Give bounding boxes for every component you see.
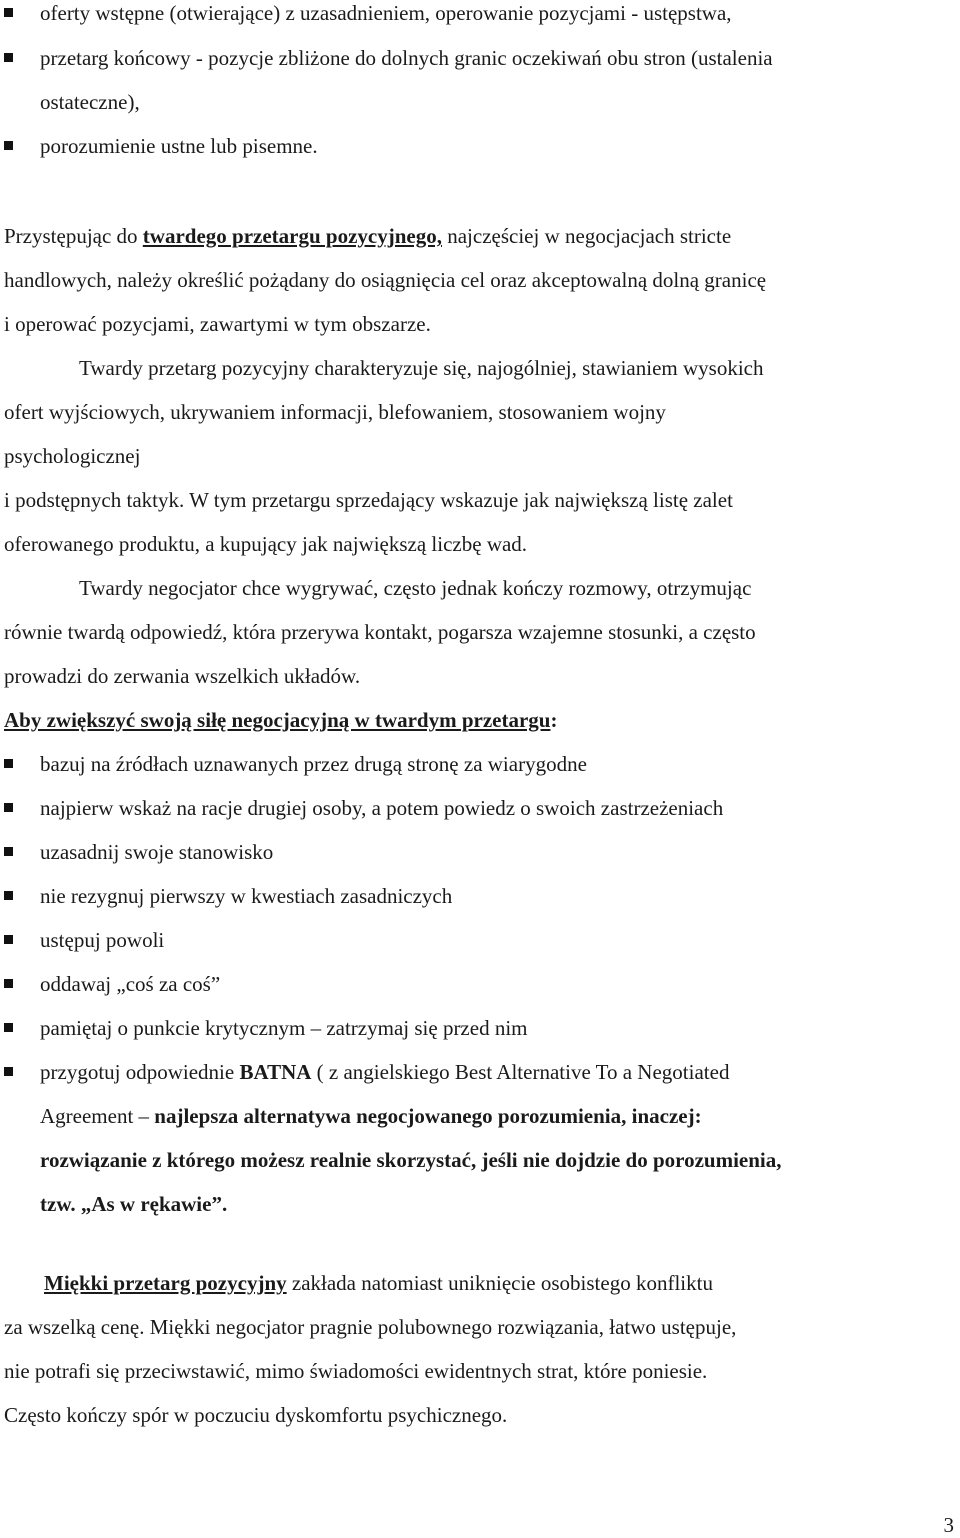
- paragraph-line: i podstępnych taktyk. W tym przetargu sprzedający wskazuje jak największą listę zalet: [4, 488, 733, 512]
- paragraph-line: ofert wyjściowych, ukrywaniem informacji, blefowaniem, stosowaniem wojny: [4, 400, 666, 424]
- list-item: bazuj na źródłach uznawanych przez drugą stronę za wiarygodne: [40, 752, 587, 776]
- list-item-continuation: tzw. „As w rękawie”.: [40, 1192, 228, 1216]
- paragraph-line: Często kończy spór w poczuciu dyskomfortu psychicznego.: [4, 1403, 508, 1427]
- list-item-continuation: Agreement – najlepsza alternatywa negocjowanego porozumienia, inaczej:: [40, 1104, 702, 1128]
- list-item: oddawaj „coś za coś”: [40, 972, 221, 996]
- paragraph-line: handlowych, należy określić pożądany do osiągnięcia cel oraz akceptowalną dolną granicę: [4, 268, 767, 292]
- paragraph-line: Przystępując do twardego przetargu pozycyjnego, najczęściej w negocjacjach stricte: [4, 224, 732, 248]
- list-item: uzasadnij swoje stanowisko: [40, 840, 274, 864]
- bullet-marker: [4, 141, 13, 150]
- bullet-marker: [4, 759, 13, 768]
- paragraph-line: psychologicznej: [4, 444, 141, 468]
- list-item-continuation: ostateczne),: [40, 90, 140, 114]
- term-hard-bargaining: twardego przetargu pozycyjnego,: [142, 224, 442, 248]
- paragraph-line: Miękki przetarg pozycyjny zakłada natomiast uniknięcie osobistego konfliktu: [44, 1271, 713, 1295]
- paragraph-line: i operować pozycjami, zawartymi w tym obszarze.: [4, 312, 431, 336]
- bullet-marker: [4, 935, 13, 944]
- bullet-marker: [4, 979, 13, 988]
- paragraph-line: oferowanego produktu, a kupujący jak największą liczbę wad.: [4, 532, 528, 556]
- list-item: pamiętaj o punkcie krytycznym – zatrzymaj się przed nim: [40, 1016, 528, 1040]
- paragraph-line: za wszelką cenę. Miękki negocjator pragnie polubownego rozwiązania, łatwo ustępuje,: [4, 1315, 737, 1339]
- bullet-marker: [4, 803, 13, 812]
- list-item: ustępuj powoli: [40, 928, 165, 952]
- bullet-marker: [4, 1023, 13, 1032]
- batna-term: BATNA: [239, 1060, 312, 1084]
- list-item: nie rezygnuj pierwszy w kwestiach zasadniczych: [40, 884, 453, 908]
- bullet-marker: [4, 53, 13, 62]
- section-heading: Aby zwiększyć swoją siłę negocjacyjną w twardym przetargu:: [4, 708, 558, 732]
- list-item: porozumienie ustne lub pisemne.: [40, 134, 318, 158]
- bullet-marker: [4, 847, 13, 856]
- paragraph-line: Twardy przetarg pozycyjny charakteryzuje się, najogólniej, stawianiem wysokich: [79, 356, 764, 380]
- term-soft-bargaining: Miękki przetarg pozycyjny: [44, 1271, 287, 1295]
- bullet-marker: [4, 8, 13, 17]
- bullet-marker: [4, 891, 13, 900]
- paragraph-line: prowadzi do zerwania wszelkich układów.: [4, 664, 361, 688]
- list-item: przetarg końcowy - pozycje zbliżone do dolnych granic oczekiwań obu stron (ustalenia: [40, 46, 773, 70]
- list-item: najpierw wskaż na racje drugiej osoby, a potem powiedz o swoich zastrzeżeniach: [40, 796, 724, 820]
- page-number: 3: [943, 1513, 954, 1537]
- paragraph-line: nie potrafi się przeciwstawić, mimo świadomości ewidentnych strat, które poniesie.: [4, 1359, 708, 1383]
- bullet-marker: [4, 1067, 13, 1076]
- paragraph-line: Twardy negocjator chce wygrywać, często jednak kończy rozmowy, otrzymując: [79, 576, 752, 600]
- list-item-continuation: rozwiązanie z którego możesz realnie skorzystać, jeśli nie dojdzie do porozumienia,: [40, 1148, 782, 1172]
- paragraph-line: równie twardą odpowiedź, która przerywa kontakt, pogarsza wzajemne stosunki, a często: [4, 620, 756, 644]
- list-item-batna: przygotuj odpowiednie BATNA ( z angielskiego Best Alternative To a Negotiated: [40, 1060, 730, 1084]
- list-item: oferty wstępne (otwierające) z uzasadnieniem, operowanie pozycjami - ustępstwa,: [40, 1, 732, 25]
